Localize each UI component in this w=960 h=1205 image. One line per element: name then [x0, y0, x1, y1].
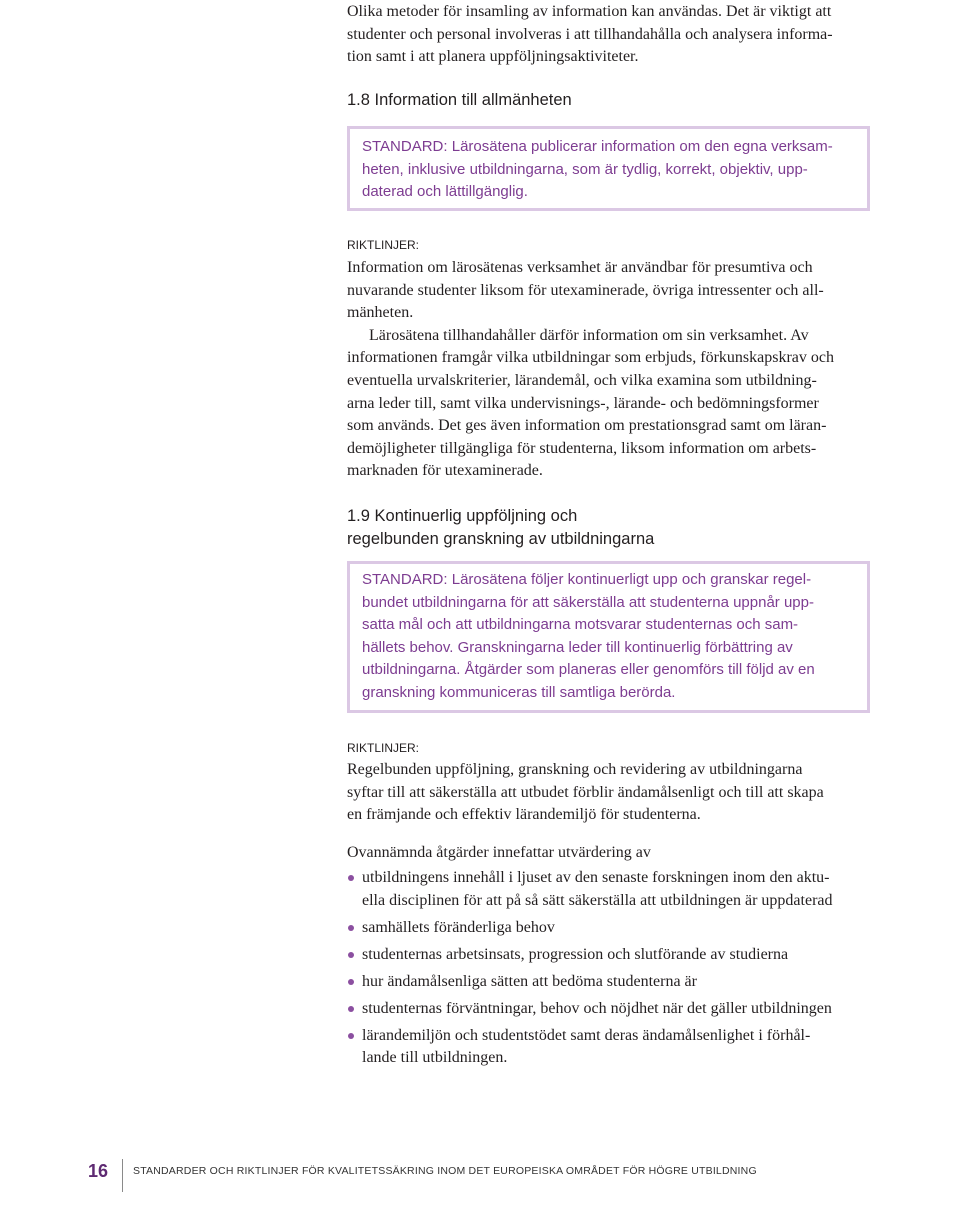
- list-item-line: ella disciplinen för att på så sätt säkerställa att utbildningen är uppdaterad: [362, 891, 833, 909]
- list-item-line: studenternas förväntningar, behov och nöjdhet när det gäller utbildningen: [362, 999, 832, 1017]
- list-item-line: studenternas arbetsinsats, progression och slutförande av studierna: [362, 945, 789, 963]
- section-1-9-heading: [347, 505, 654, 551]
- page-number: 16: [88, 1161, 109, 1181]
- standard-line: granskning kommuniceras till samtliga berörda.: [362, 683, 676, 701]
- paragraph-line: arna leder till, samt vilka undervisnings-, lärande- och bedömningsformer: [347, 394, 819, 412]
- list-item: [347, 944, 833, 967]
- paragraph-line: nuvarande studenter liksom för utexaminerade, övriga intressenter och all-: [347, 281, 824, 299]
- bullet-icon: [348, 1006, 354, 1012]
- intro-paragraph: [347, 1, 833, 69]
- list-item-line: samhällets föränderliga behov: [362, 918, 555, 936]
- paragraph-line: eventuella urvalskriterier, lärandemål, och vilka examina som utbildning-: [347, 371, 817, 389]
- paragraph-line: Lärosätena tillhandahåller därför information om sin verksamhet. Av: [369, 326, 809, 344]
- guidelines-paragraph-1-9: [347, 759, 824, 827]
- list-item: [347, 971, 833, 994]
- standard-line: heten, inklusive utbildningarna, som är tydlig, korrekt, objektiv, upp-: [362, 160, 808, 178]
- list-item-line: hur ändamålsenliga sätten att bedöma studenterna är: [362, 972, 697, 990]
- list-item-line: lande till utbildningen.: [362, 1049, 508, 1067]
- guidelines-label-1-8: RIKTLINJER:: [347, 238, 420, 252]
- footer-divider: [122, 1159, 123, 1192]
- paragraph-line: Regelbunden uppföljning, granskning och revidering av utbildningarna: [347, 761, 803, 778]
- paragraph-line: informationen framgår vilka utbildningar som erbjuds, förkunskapskrav och: [347, 349, 834, 367]
- standard-line: utbildningarna. Åtgärder som planeras eller genomförs till följd av en: [362, 661, 815, 679]
- guidelines-label-1-9: RIKTLINJER:: [347, 741, 420, 755]
- paragraph-line: syftar till att säkerställa att utbudet förblir ändamålsenligt och till att skapa: [347, 783, 824, 801]
- list-item: [347, 1025, 833, 1070]
- standard-line: STANDARD: Lärosätena följer kontinuerligt upp och granskar regel-: [362, 571, 812, 588]
- paragraph-line: mänheten.: [347, 304, 414, 322]
- standard-line: satta mål och att utbildningarna motsvarar studenternas och sam-: [362, 616, 799, 634]
- bullet-icon: [348, 925, 354, 931]
- bullet-icon: [348, 1033, 354, 1039]
- list-item: [347, 867, 833, 912]
- list-item-line: utbildningens innehåll i ljuset av den senaste forskningen inom den aktu-: [362, 869, 830, 886]
- list-item: [347, 917, 833, 940]
- standard-line: daterad och lättillgänglig.: [362, 183, 528, 201]
- standard-line: STANDARD: Lärosätena publicerar information om den egna verksam-: [362, 138, 833, 155]
- bullet-icon: [348, 979, 354, 985]
- standard-box-1-8: [347, 126, 870, 211]
- heading-line: regelbunden granskning av utbildningarna: [347, 530, 655, 548]
- evaluation-list: [347, 867, 833, 1070]
- bullet-icon: [348, 952, 354, 958]
- heading-line: 1.9 Kontinuerlig uppföljning och: [347, 507, 578, 525]
- paragraph-line: demöjligheter tillgängliga för studenterna, liksom information om arbets-: [347, 439, 817, 457]
- standard-line: hällets behov. Granskningarna leder till kontinuerlig förbättring av: [362, 638, 793, 656]
- list-item: [347, 998, 833, 1021]
- paragraph-line: Olika metoder för insamling av information kan användas. Det är viktigt att: [347, 3, 832, 20]
- guidelines-paragraph-1-8: [347, 257, 834, 483]
- paragraph-line: marknaden för utexaminerade.: [347, 462, 543, 480]
- paragraph-line: studenter och personal involveras i att tillhandahålla och analysera informa-: [347, 25, 833, 43]
- paragraph-line: som används. Det ges även information om prestationsgrad samt om läran-: [347, 417, 827, 435]
- paragraph-line: tion samt i att planera uppföljningsaktiviteter.: [347, 48, 639, 66]
- section-1-8-heading: 1.8 Information till allmänheten: [347, 91, 572, 109]
- standard-line: bundet utbildningarna för att säkerställa att studenterna uppnår upp-: [362, 593, 814, 611]
- list-intro: Ovannämnda åtgärder innefattar utvärdering av: [347, 844, 651, 861]
- running-title: STANDARDER OCH RIKTLINJER FÖR KVALITETSSÄKRING INOM DET EUROPEISKA OMRÅDET FÖR HÖGRE UTBILDNING: [133, 1165, 757, 1177]
- paragraph-line: Information om lärosätenas verksamhet är användbar för presumtiva och: [347, 259, 813, 276]
- paragraph-line: en främjande och effektiv lärandemiljö för studenterna.: [347, 806, 701, 824]
- bullet-icon: [348, 875, 354, 881]
- standard-box-1-9: [347, 561, 870, 713]
- list-item-line: lärandemiljön och studentstödet samt deras ändamålsenlighet i förhål-: [362, 1026, 811, 1044]
